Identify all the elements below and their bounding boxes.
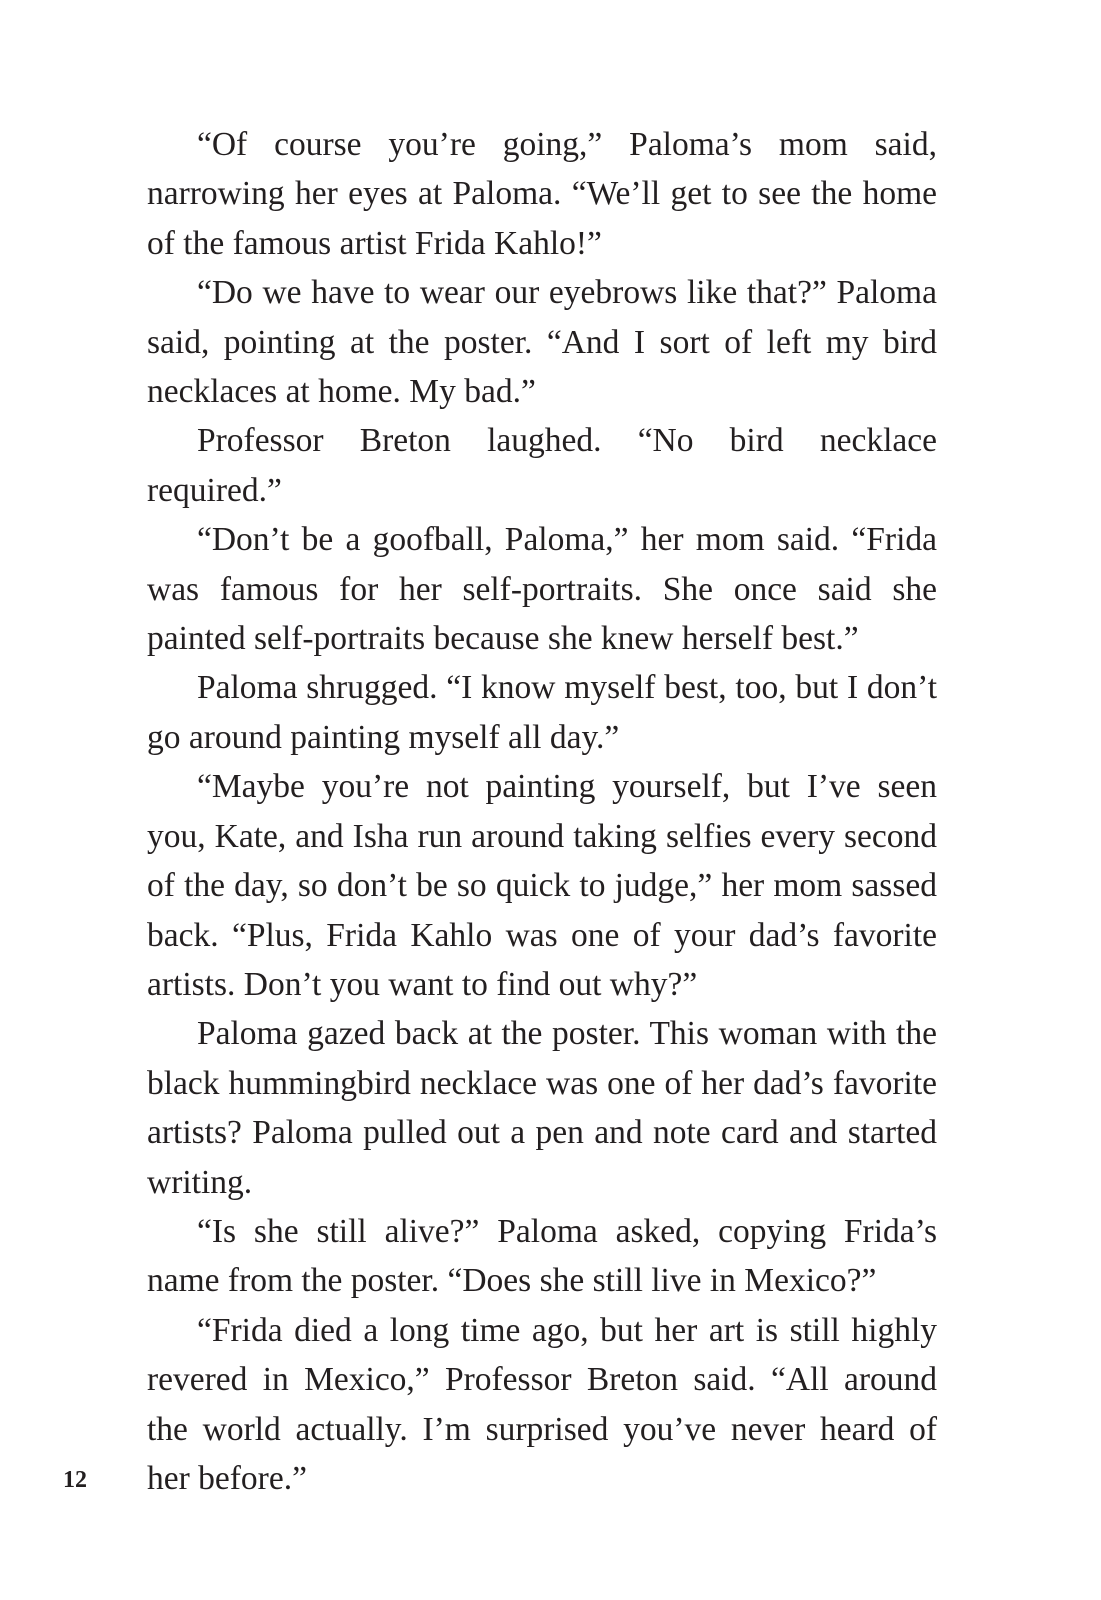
- paragraph: “Is she still alive?” Paloma asked, copying Frida’s name from the poster. “Does she still live in Mexico?”: [147, 1212, 937, 1300]
- paragraph: “Maybe you’re not painting yourself, but I’ve seen you, Kate, and Isha run around taking selfies every second of the day, so don’t be so quick to judge,” her mom sassed back. “Plus, Frida Kahlo was one of your dad’s favorite artists. Don’t you want to find out why?”: [147, 768, 937, 1003]
- paragraph: Professor Breton laughed. “No bird necklace required.”: [147, 422, 937, 509]
- paragraph: Paloma shrugged. “I know myself best, too, but I don’t go around painting myself all day.”: [147, 669, 937, 756]
- body-text: [147, 120, 937, 1503]
- paragraph: “Frida died a long time ago, but her art is still highly revered in Mexico,” Professor Breton said. “All around the world actually. I’m surprised you’ve never heard of her before.”: [147, 1311, 937, 1497]
- page-number: 12: [63, 1467, 87, 1493]
- paragraph: “Don’t be a goofball, Paloma,” her mom said. “Frida was famous for her self-portraits. She once said she painted self-portraits because she knew herself best.”: [147, 521, 937, 658]
- paragraph: Paloma gazed back at the poster. This woman with the black hummingbird necklace was one of her dad’s favorite artists? Paloma pulled out a pen and note card and started writing.: [147, 1015, 937, 1201]
- paragraph: “Of course you’re going,” Paloma’s mom said, narrowing her eyes at Paloma. “We’ll get to see the home of the famous artist Frida Kahlo!”: [147, 126, 937, 262]
- paragraph: “Do we have to wear our eyebrows like that?” Paloma said, pointing at the poster. “And I sort of left my bird necklaces at home. My bad.”: [147, 274, 937, 411]
